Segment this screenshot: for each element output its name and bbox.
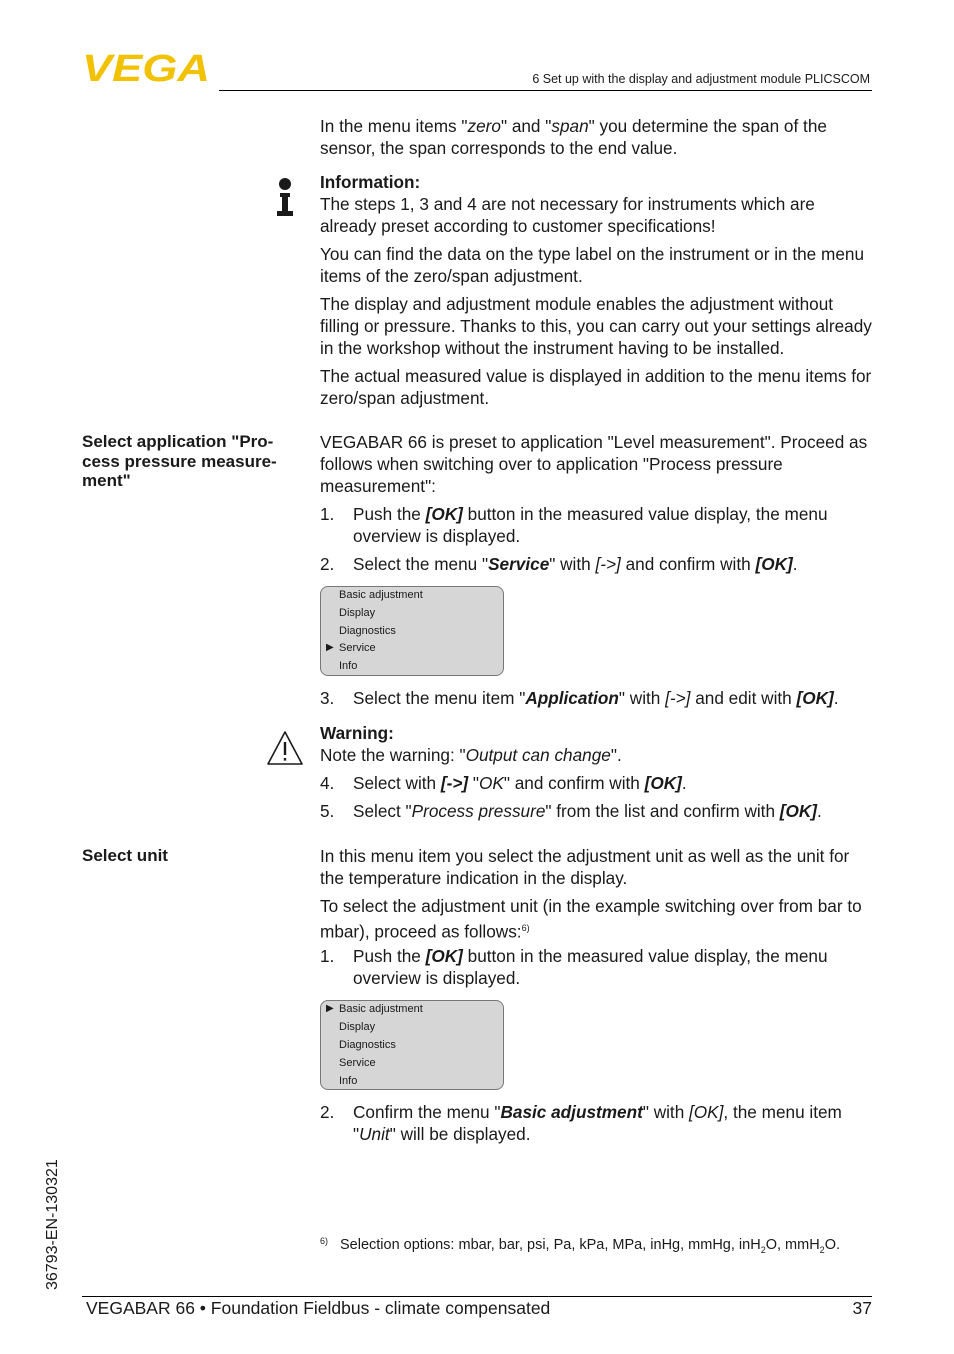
running-head: 6 Set up with the display and adjustment module PLICSCOM	[532, 72, 870, 86]
menu-item-selected[interactable]: Basic adjustment	[339, 1003, 423, 1015]
information-p1: The steps 1, 3 and 4 are not necessary for instruments which are already preset according to customer specifications!	[320, 194, 815, 236]
unit-p2: To select the adjustment unit (in the example switching over from bar to mbar), proceed as follows:$^{6)}$	[320, 896, 862, 942]
intro-paragraph: In the menu items "zero" and "span" you determine the span of the sensor, the span corresponds to the end value.	[320, 116, 827, 158]
warning-text: Note the warning: "Output can change".	[320, 745, 622, 765]
footer-rule	[82, 1296, 872, 1297]
menu-item[interactable]: Display	[339, 607, 376, 619]
application-intro: VEGABAR 66 is preset to application "Level measurement". Proceed as follows when switching over to application "Process pressure measurement":	[320, 432, 868, 496]
side-heading-application: Select application "Pro-cess pressure measure-ment"	[82, 432, 277, 490]
page-number: 37	[852, 1298, 872, 1318]
footnote-number: 6)	[320, 1236, 329, 1246]
menu-display-service	[320, 586, 504, 676]
header-rule	[219, 90, 872, 91]
information-p2: You can find the data on the type label on the instrument or in the menu items of the zero/span adjustment.	[320, 244, 865, 286]
footnote-text: Selection options: mbar, bar, psi, Pa, kPa, MPa, inHg, mmHg, inH$_2$O, mmH$_2$O.	[340, 1237, 840, 1255]
menu-pointer-icon: ▶	[326, 1003, 334, 1014]
unit-p1: In this menu item you select the adjustment unit as well as the unit for the temperature indication in the display.	[320, 846, 850, 888]
menu-item-selected[interactable]: Service	[339, 642, 376, 654]
document-code: 36793-EN-130321	[44, 1159, 61, 1290]
menu-item[interactable]: Display	[339, 1021, 376, 1033]
svg-text:VEGA: VEGA	[82, 52, 210, 84]
side-heading-unit: Select unit	[82, 846, 168, 865]
menu-item[interactable]: Info	[339, 1075, 358, 1087]
warning-heading: Warning:	[320, 723, 394, 743]
information-p3: The display and adjustment module enables the adjustment without filling or pressure. Thanks to this, you can carry out your settings already in the workshop without the instrument having to be installed.	[320, 294, 872, 358]
menu-item[interactable]: Basic adjustment	[339, 589, 423, 601]
information-heading: Information:	[320, 172, 421, 192]
menu-item[interactable]: Diagnostics	[339, 1039, 396, 1051]
menu-pointer-icon: ▶	[326, 642, 334, 653]
footer-title: VEGABAR 66 • Foundation Fieldbus - climate compensated	[86, 1298, 551, 1318]
information-p4: The actual measured value is displayed in addition to the menu items for zero/span adjustment.	[320, 366, 872, 408]
info-icon	[276, 178, 294, 218]
menu-display-basic-adjustment	[320, 1000, 504, 1090]
vega-logo	[82, 52, 212, 84]
warning-icon	[266, 730, 304, 766]
menu-item[interactable]: Diagnostics	[339, 625, 396, 637]
menu-item[interactable]: Service	[339, 1057, 376, 1069]
menu-item[interactable]: Info	[339, 660, 358, 672]
